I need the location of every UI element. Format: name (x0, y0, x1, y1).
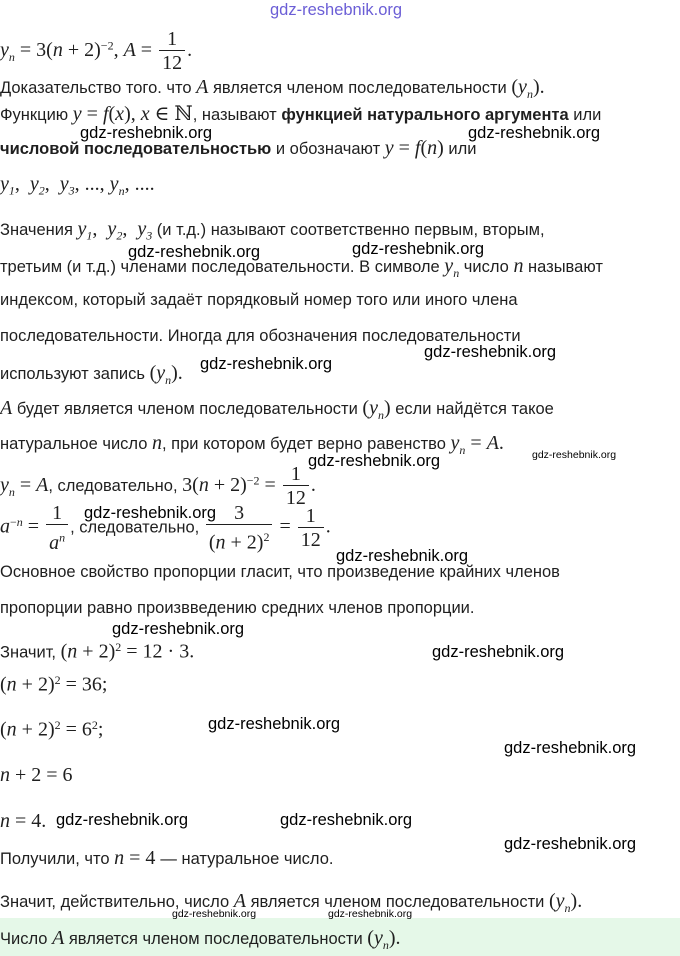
text-members: третьим (и т.д.) членами последовательности. В символе $y_n$ число n называют (0, 255, 603, 280)
watermark: gdz-reshebnik.org (532, 449, 617, 461)
text-natural: натуральное число n, при котором будет верно равенство $y_n = A$. (0, 432, 504, 457)
watermark: gdz-reshebnik.org (352, 240, 485, 258)
watermark: gdz-reshebnik.org (424, 343, 557, 361)
watermark: gdz-reshebnik.org (172, 908, 257, 920)
text-record: используют запись $(y_n)$. (0, 362, 183, 387)
watermark: gdz-reshebnik.org (432, 643, 565, 661)
watermark: gdz-reshebnik.org (328, 908, 413, 920)
equation-3: Значит, $(n + 2)^2 = 12 \cdot 3$. (0, 640, 195, 663)
equation-1: $y_n = A$, следовательно, $3(n + 2)^{-2}$ = $\frac{1}{12}$ . (0, 463, 316, 509)
equation-6: n + 2 = 6 (0, 764, 73, 786)
equation-5: $(n + 2)^2 = 6^2$; (0, 718, 104, 741)
watermark: gdz-reshebnik.org (280, 811, 413, 829)
text-values: Значения $y_1$, $y_2$, $y_3$ (и т.д.) называют соответственно первым, вторым, (0, 218, 545, 243)
watermark: gdz-reshebnik.org (128, 243, 261, 261)
watermark: gdz-reshebnik.org (208, 715, 341, 733)
equation-4: $(n + 2)^2 = 36$; (0, 673, 108, 696)
text-index: индексом, который задаёт порядковый номер того или иного члена (0, 291, 518, 309)
text-notation: последовательности. Иногда для обозначения последовательности (0, 327, 521, 345)
watermark: gdz-reshebnik.org (504, 739, 637, 757)
text-proportion-2: пропорции равно произвведению средних членов пропорции. (0, 599, 475, 617)
watermark: gdz-reshebnik.org (56, 811, 189, 829)
watermark: gdz-reshebnik.org (200, 355, 333, 373)
text-conclusion: Значит, действительно, число A является членом последовательности $(y_n)$. (0, 890, 583, 915)
watermark: gdz-reshebnik.org (504, 835, 637, 853)
site-watermark: gdz-reshebnik.org (270, 1, 403, 19)
text-definition-1: Функцию y = f(x), x ∈ ℕ, называют функцией натурального аргумента или (0, 103, 602, 125)
watermark: gdz-reshebnik.org (336, 547, 469, 565)
given-formula: $y_n = 3(n + 2)^{-2}$, A = $\frac{1}{12}$ . (0, 28, 193, 74)
sequence-notation: $y_1$, $y_2$, $y_3$, ..., $y_n$, .... (0, 173, 155, 198)
equation-7: n = 4. (0, 810, 47, 832)
watermark: gdz-reshebnik.org (468, 124, 601, 142)
watermark: gdz-reshebnik.org (84, 504, 217, 522)
watermark: gdz-reshebnik.org (112, 620, 245, 638)
text-proof-heading: Доказательство того. что A является членом последовательности $(y_n)$. (0, 76, 545, 101)
text-condition: A будет является членом последовательности $(y_n)$ если найдётся такое (0, 397, 554, 422)
watermark: gdz-reshebnik.org (308, 452, 441, 470)
text-definition-2: числовой последовательностью и обозначают y = f(n) или (0, 137, 477, 159)
answer-text: Число A является членом последовательности $(y_n)$. (0, 927, 401, 952)
watermark: gdz-reshebnik.org (80, 124, 213, 142)
equation-2: $a^{-n}$ = $\frac{1}{a^n}$ , следовательно, $\frac{3}{(n + 2)^2}$ = $\frac{1}{12}$ . (0, 502, 331, 554)
text-proportion-1: Основное свойство пропорции гласит, что произведение крайних членов (0, 563, 560, 581)
text-result: Получили, что n = 4 — натуральное число. (0, 847, 334, 869)
